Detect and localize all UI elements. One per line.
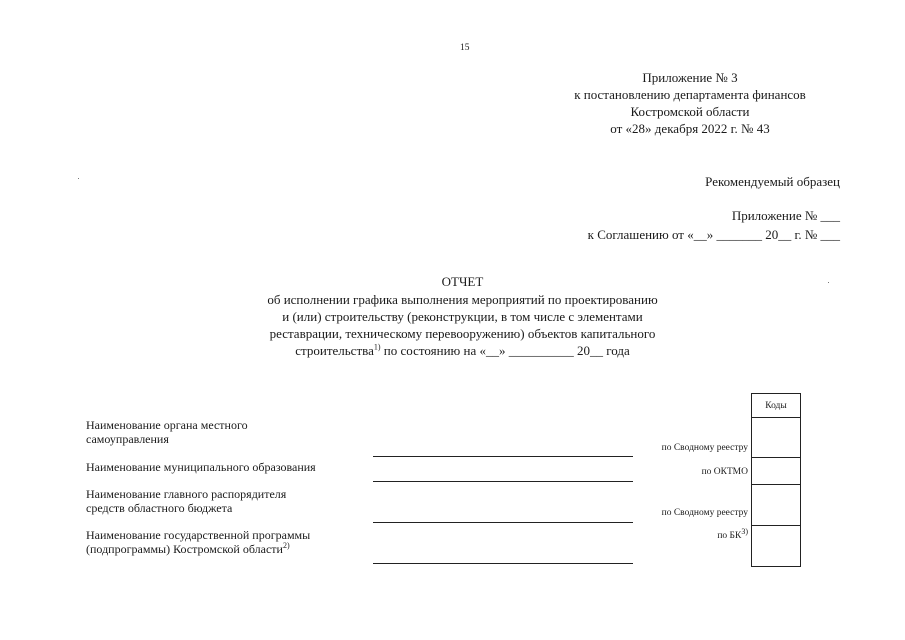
field-3-label: [86, 487, 286, 515]
field-2-label: Наименование муниципального образования: [86, 460, 316, 474]
recommended-sample: Рекомендуемый образец: [705, 174, 840, 189]
annex-line-1: Приложение № 3: [642, 70, 738, 85]
field-2-fill-line[interactable]: [373, 481, 633, 482]
field-3-label-line-2: средств областного бюджета: [86, 501, 233, 515]
report-title-line-4-a: строительства: [295, 343, 374, 358]
field-4-fill-line[interactable]: [373, 563, 633, 564]
scan-speck: [78, 178, 79, 179]
field-4-label-line-2: (подпрограммы) Костромской области$^{2)}$: [86, 541, 290, 556]
field-3-code-label: по Сводному реестру: [661, 508, 748, 518]
field-3-fill-line[interactable]: [373, 522, 633, 523]
field-4-label: [86, 528, 310, 556]
code-cell-consolidated-registry-1[interactable]: [752, 418, 801, 458]
report-title-line-4: [200, 343, 725, 359]
report-heading: ОТЧЕТ: [441, 274, 484, 289]
field-1-code-label: по Сводному реестру: [661, 443, 748, 453]
codes-header: Коды: [752, 394, 801, 418]
report-title-line-1: об исполнении графика выполнения мероприятий по проектированию: [267, 292, 658, 307]
report-title-line-2: и (или) строительству (реконструкции, в том числе с элементами: [282, 309, 643, 324]
annex-line-2: к постановлению департамента финансов: [574, 87, 806, 102]
page-number: 15: [460, 43, 470, 53]
report-title-line-4-b: по состоянию на «__» __________ 20__ года: [380, 343, 630, 358]
annex-line-4: от «28» декабря 2022 г. № 43: [610, 121, 770, 136]
code-cell-consolidated-registry-2[interactable]: [752, 485, 801, 526]
field-2-code-label: по ОКТМО: [701, 467, 748, 477]
agreement-annex-line-1: Приложение № ___: [731, 208, 840, 223]
footnote-3-mark: 3): [741, 526, 748, 536]
field-3-label-line-1: Наименование главного распорядителя: [86, 487, 287, 501]
field-1-label: [86, 418, 248, 446]
field-4-code-label: по БК$^{3)}$: [717, 526, 748, 541]
codes-table: [751, 393, 801, 567]
footnote-2-mark: 2): [282, 541, 290, 550]
code-cell-oktmo[interactable]: [752, 458, 801, 485]
field-1-label-line-2: самоуправления: [86, 432, 169, 446]
report-title-line-3: реставрации, техническому перевооружению) объектов капитального: [269, 326, 656, 341]
code-cell-bk[interactable]: [752, 526, 801, 567]
footnote-1-mark: 1): [373, 342, 381, 352]
annex-line-3: Костромской области: [630, 104, 750, 119]
field-4-label-line-1: Наименование государственной программы: [86, 528, 311, 542]
agreement-annex-line-2: к Соглашению от «__» _______ 20__ г. № ___: [587, 227, 840, 242]
field-1-label-line-1: Наименование органа местного: [86, 418, 248, 432]
field-1-fill-line[interactable]: [373, 456, 633, 457]
scan-speck: [828, 282, 829, 283]
